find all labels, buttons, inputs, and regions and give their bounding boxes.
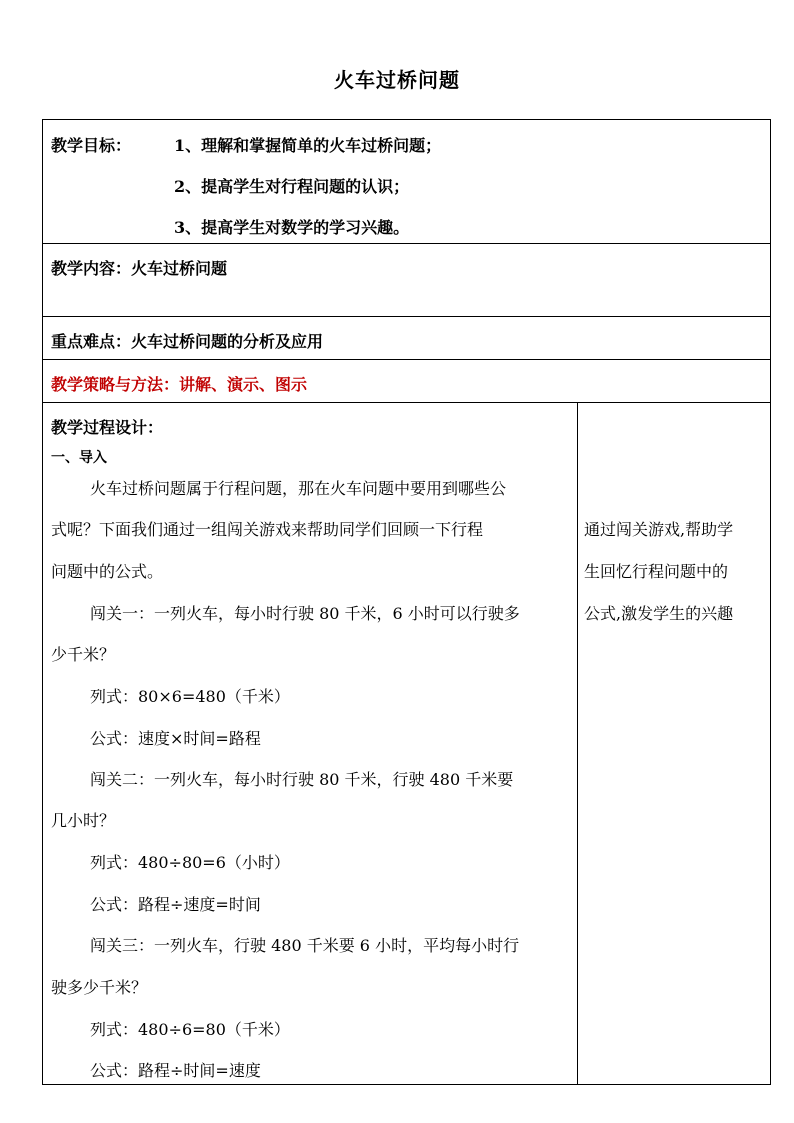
side-note-line: 公式,激发学生的兴趣 [584, 604, 734, 623]
content-row [43, 244, 771, 317]
lesson-plan-table [42, 119, 771, 1085]
challenge-question: 闯关一：一列火车，每小时行驶 80 千米，6 小时可以行驶多 [90, 604, 520, 623]
challenge-question: 驶多少千米？ [51, 978, 148, 997]
note-cell [578, 403, 771, 1085]
formula-line: 公式：路程÷时间=速度 [90, 1061, 261, 1080]
formula-line: 公式：路程÷速度=时间 [90, 895, 261, 914]
challenge-question: 几小时？ [51, 811, 116, 830]
objective-item: 3、提高学生对数学的学习兴趣。 [174, 218, 410, 237]
objectives-label: 教学目标： [51, 136, 132, 155]
process-paragraph-line: 问题中的公式。 [51, 562, 164, 581]
objectives-row [43, 120, 771, 244]
strategy-row [43, 360, 771, 403]
equation-line: 列式：480÷6=80（千米） [90, 1020, 290, 1039]
objective-item: 1、理解和掌握简单的火车过桥问题； [174, 136, 442, 155]
page-title: 火车过桥问题 [334, 68, 460, 92]
teaching-content: 教学内容：火车过桥问题 [51, 259, 228, 278]
process-heading: 教学过程设计： [51, 418, 164, 437]
process-row [43, 403, 771, 1085]
equation-line: 列式：80×6=480（千米） [90, 687, 290, 706]
formula-line: 公式：速度×时间=路程 [90, 729, 261, 748]
key-difficult-points: 重点难点：火车过桥问题的分析及应用 [51, 332, 324, 351]
challenge-question: 少千米？ [51, 645, 116, 664]
objective-item: 2、提高学生对行程问题的认识； [174, 177, 410, 196]
challenge-question: 闯关二：一列火车，每小时行驶 80 千米，行驶 480 千米要 [90, 770, 514, 789]
equation-line: 列式：480÷80=6（小时） [90, 853, 290, 872]
teaching-strategy: 教学策略与方法：讲解、演示、图示 [51, 375, 308, 394]
process-paragraph-line: 式呢？下面我们通过一组闯关游戏来帮助同学们回顾一下行程 [51, 520, 484, 539]
section-heading-intro: 一、导入 [51, 450, 107, 466]
challenge-question: 闯关三：一列火车，行驶 480 千米要 6 小时，平均每小时行 [90, 936, 520, 955]
keypoints-row [43, 317, 771, 360]
side-note-line: 生回忆行程问题中的 [584, 562, 729, 581]
process-cell [43, 403, 578, 1085]
process-paragraph-line: 火车过桥问题属于行程问题，那在火车问题中要用到哪些公 [90, 479, 507, 498]
side-note-line: 通过闯关游戏,帮助学 [584, 520, 734, 539]
